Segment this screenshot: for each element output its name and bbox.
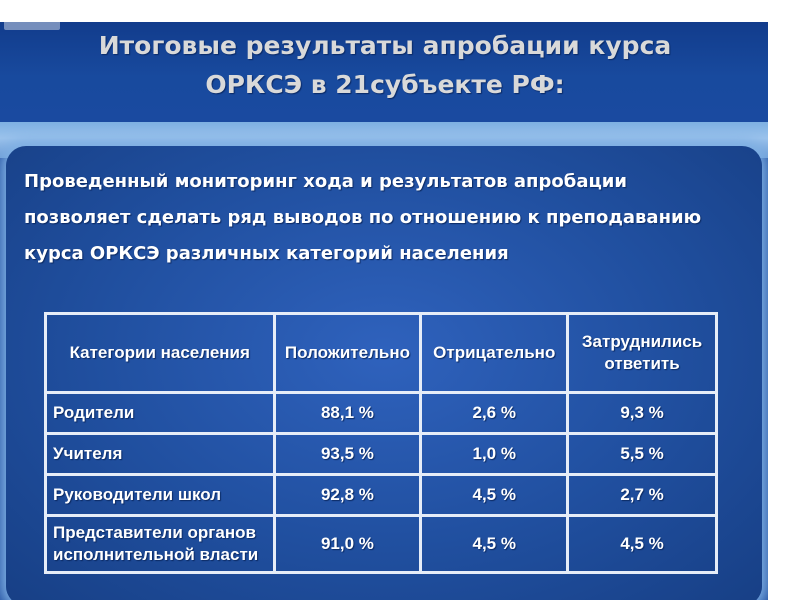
intro-line-2: позволяет сделать ряд выводов по отношению к преподаванию — [24, 207, 702, 228]
table-header-row — [46, 314, 717, 393]
row-difficult: 4,5 % — [568, 516, 717, 573]
row-positive: 93,5 % — [274, 434, 421, 475]
row-positive: 92,8 % — [274, 475, 421, 516]
table-row — [46, 475, 717, 516]
row-difficult: 5,5 % — [568, 434, 717, 475]
row-negative: 4,5 % — [421, 475, 568, 516]
intro-line-1: Проведенный мониторинг хода и результатов апробации — [24, 171, 628, 192]
corner-logo — [4, 22, 60, 30]
row-positive: 88,1 % — [274, 393, 421, 434]
row-category: Руководители школ — [46, 475, 275, 516]
row-negative: 1,0 % — [421, 434, 568, 475]
header-positive: Положительно — [274, 314, 421, 393]
header-negative: Отрицательно — [421, 314, 568, 393]
header-difficult: Затруднились ответить — [568, 314, 717, 393]
row-category: Учителя — [46, 434, 275, 475]
table-row — [46, 434, 717, 475]
row-negative: 2,6 % — [421, 393, 568, 434]
row-category: Родители — [46, 393, 275, 434]
row-difficult: 9,3 % — [568, 393, 717, 434]
title-bar — [0, 22, 768, 122]
row-category: Представители органов исполнительной власти — [46, 516, 275, 573]
header-category: Категории населения — [46, 314, 275, 393]
row-negative: 4,5 % — [421, 516, 568, 573]
slide-title-line-2: ОРКСЭ в 21субъекте РФ: — [205, 70, 565, 99]
table-row — [46, 516, 717, 573]
row-difficult: 2,7 % — [568, 475, 717, 516]
table-row — [46, 393, 717, 434]
slide-title — [60, 26, 710, 104]
intro-text — [24, 164, 754, 272]
slide-title-line-1: Итоговые результаты апробации курса — [98, 31, 672, 60]
results-table — [44, 312, 718, 574]
row-positive: 91,0 % — [274, 516, 421, 573]
intro-line-3: курса ОРКСЭ различных категорий населения — [24, 243, 509, 264]
